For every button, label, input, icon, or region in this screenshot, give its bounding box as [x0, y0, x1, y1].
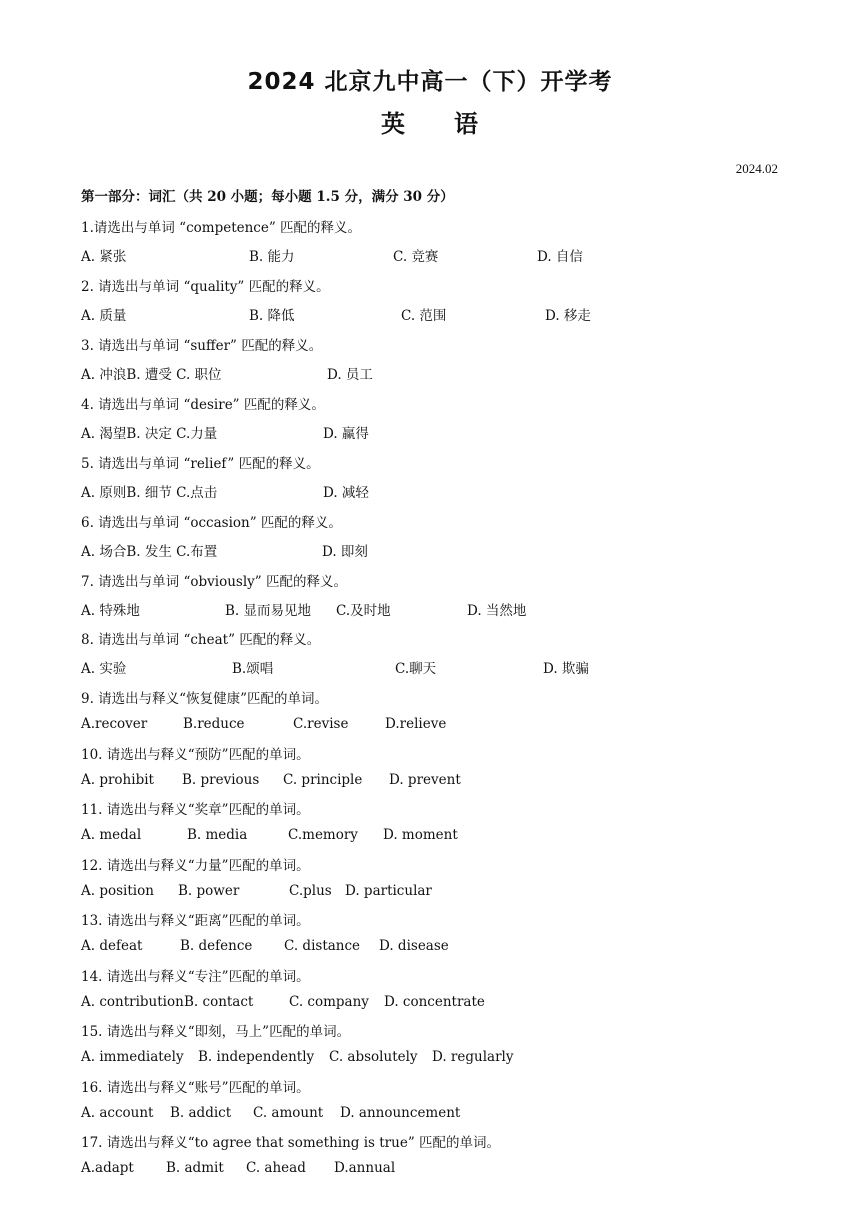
question-prompt: 16. 请选出与释义“账号”匹配的单词。	[81, 1080, 310, 1096]
answer-option: A. 原则B. 细节 C.点击	[81, 485, 218, 501]
answer-option: A.adapt	[81, 1160, 134, 1176]
exam-title: 2024 北京九中高一（下）开学考	[247, 69, 613, 95]
answer-option: C.revise	[293, 716, 349, 732]
option-row	[81, 363, 781, 381]
answer-option: D. prevent	[389, 772, 461, 788]
answer-option: A. defeat	[81, 938, 143, 954]
section-heading: 第一部分：词汇（共 20 小题；每小题 1.5 分，满分 30 分）	[81, 189, 454, 205]
exam-date: 2024.02	[735, 161, 778, 176]
answer-option: C.聊天	[395, 661, 437, 677]
option-row	[81, 599, 781, 617]
subject-title	[0, 104, 860, 139]
answer-option: B. previous	[182, 772, 260, 788]
option-row	[81, 883, 781, 901]
option-row	[81, 1049, 781, 1067]
answer-option: C. absolutely	[329, 1049, 418, 1065]
answer-option: D. announcement	[340, 1105, 461, 1121]
subject-char-2: 语	[454, 110, 479, 138]
answer-option: D. concentrate	[384, 994, 485, 1010]
option-row	[81, 245, 781, 263]
question-prompt: 1.请选出与单词 “competence” 匹配的释义。	[81, 220, 362, 236]
answer-option: D. 欺骗	[543, 661, 589, 677]
answer-option: D.relieve	[385, 716, 447, 732]
answer-option: D. 当然地	[467, 603, 527, 619]
option-row	[81, 657, 781, 675]
answer-option: D. 赢得	[323, 426, 369, 442]
answer-option: B. admit	[166, 1160, 224, 1176]
answer-option: D. 即刻	[322, 544, 368, 560]
answer-option: D. 移走	[545, 308, 591, 324]
answer-option: A. medal	[81, 827, 142, 843]
answer-option: C. amount	[253, 1105, 324, 1121]
answer-option: A. contribution	[81, 994, 184, 1010]
answer-option: B. defence	[180, 938, 253, 954]
option-row	[81, 481, 781, 499]
answer-option: B.reduce	[183, 716, 245, 732]
answer-option: C. 范围	[401, 308, 447, 324]
answer-option: D. particular	[345, 883, 432, 899]
option-row	[81, 1160, 781, 1178]
question-prompt: 17. 请选出与释义“to agree that something is true” 匹配的单词。	[81, 1135, 501, 1151]
answer-option: A.recover	[81, 716, 148, 732]
answer-option: A. 冲浪B. 遭受 C. 职位	[81, 367, 222, 383]
option-row	[81, 938, 781, 956]
answer-option: B. addict	[170, 1105, 232, 1121]
answer-option: A. 紧张	[81, 249, 127, 265]
answer-option: B. media	[187, 827, 248, 843]
answer-option: C. principle	[283, 772, 363, 788]
question-prompt: 8. 请选出与单词 “cheat” 匹配的释义。	[81, 632, 321, 648]
answer-option: B. 降低	[249, 308, 295, 324]
option-row	[81, 422, 781, 440]
question-prompt: 2. 请选出与单词 “quality” 匹配的释义。	[81, 279, 330, 295]
answer-option: C. company	[289, 994, 369, 1010]
option-row	[81, 304, 781, 322]
answer-option: C.及时地	[336, 603, 391, 619]
option-row	[81, 827, 781, 845]
answer-option: B.颂唱	[232, 661, 274, 677]
question-prompt: 7. 请选出与单词 “obviously” 匹配的释义。	[81, 574, 347, 590]
question-prompt: 6. 请选出与单词 “occasion” 匹配的释义。	[81, 515, 342, 531]
answer-option: C.memory	[288, 827, 358, 843]
option-row	[81, 994, 781, 1012]
option-row	[81, 772, 781, 790]
answer-option: A. 场合B. 发生 C.布置	[81, 544, 218, 560]
question-prompt: 15. 请选出与释义“即刻，马上”匹配的单词。	[81, 1024, 351, 1040]
question-prompt: 14. 请选出与释义“专注”匹配的单词。	[81, 969, 310, 985]
answer-option: C.plus	[289, 883, 332, 899]
question-prompt: 9. 请选出与释义“恢复健康”匹配的单词。	[81, 691, 328, 707]
question-prompt: 10. 请选出与释义“预防”匹配的单词。	[81, 747, 310, 763]
question-prompt: 4. 请选出与单词 “desire” 匹配的释义。	[81, 397, 325, 413]
question-prompt: 3. 请选出与单词 “suffer” 匹配的释义。	[81, 338, 323, 354]
answer-option: A. position	[81, 883, 154, 899]
answer-option: D. 自信	[537, 249, 583, 265]
answer-option: A. prohibit	[81, 772, 154, 788]
answer-option: C. 竞赛	[393, 249, 439, 265]
answer-option: A. 实验	[81, 661, 127, 677]
answer-option: D. disease	[379, 938, 449, 954]
answer-option: C. distance	[284, 938, 361, 954]
answer-option: A. 质量	[81, 308, 127, 324]
question-prompt: 5. 请选出与单词 “relief” 匹配的释义。	[81, 456, 320, 472]
answer-option: D.annual	[334, 1160, 396, 1176]
question-prompt: 12. 请选出与释义“力量”匹配的单词。	[81, 858, 310, 874]
answer-option: A. 渴望B. 决定 C.力量	[81, 426, 218, 442]
answer-option: B. independently	[198, 1049, 315, 1065]
answer-option: B. 能力	[249, 249, 295, 265]
answer-option: A. account	[81, 1105, 154, 1121]
answer-option: D. 员工	[327, 367, 373, 383]
subject-char-1: 英	[381, 110, 406, 138]
answer-option: C. ahead	[246, 1160, 306, 1176]
answer-option: A. 特殊地	[81, 603, 140, 619]
answer-option: A. immediately	[81, 1049, 184, 1065]
option-row	[81, 1105, 781, 1123]
answer-option: B. 显而易见地	[225, 603, 312, 619]
option-row	[81, 540, 781, 558]
option-row	[81, 716, 781, 734]
answer-option: B. power	[178, 883, 240, 899]
answer-option: D. 减轻	[323, 485, 369, 501]
answer-option: B. contact	[184, 994, 254, 1010]
question-prompt: 11. 请选出与释义“奖章”匹配的单词。	[81, 802, 310, 818]
answer-option: D. moment	[383, 827, 458, 843]
question-prompt: 13. 请选出与释义“距离”匹配的单词。	[81, 913, 310, 929]
answer-option: D. regularly	[432, 1049, 514, 1065]
